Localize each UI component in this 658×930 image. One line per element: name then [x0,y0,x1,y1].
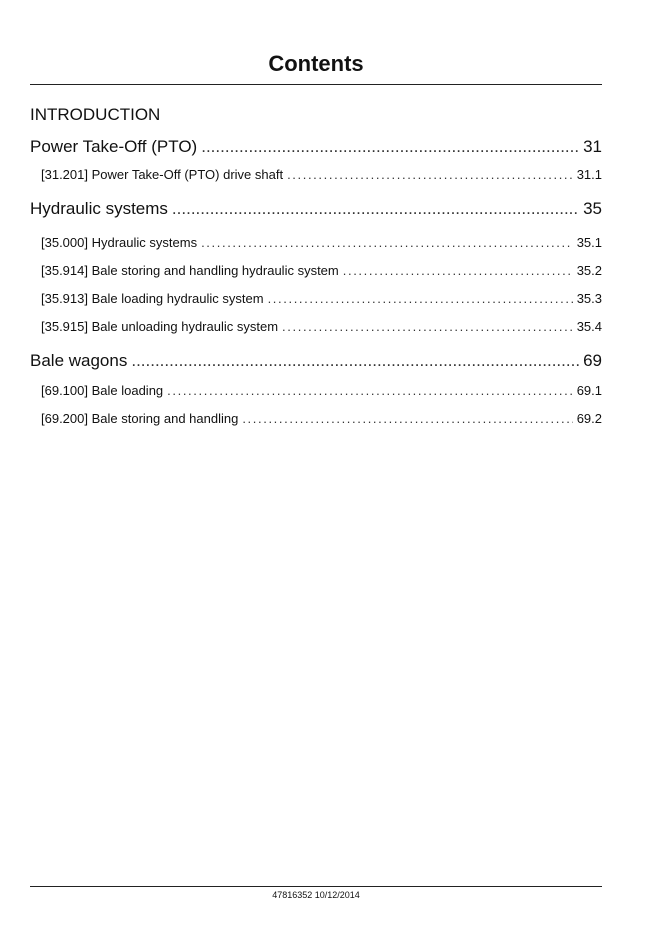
dot-leader [282,313,573,341]
toc-item-page: 35.1 [576,235,602,250]
toc-item-page: 35.2 [576,263,602,278]
toc-item-69-200[interactable] [30,405,602,433]
toc-item-page: 69.2 [576,411,602,426]
toc-item-page: 69.1 [576,383,602,398]
dot-leader [172,195,579,223]
toc-section-pto[interactable] [30,133,602,161]
footer-divider [30,886,602,887]
title-divider [30,84,602,85]
dot-leader [268,285,573,313]
toc-section-hydraulic-systems[interactable] [30,195,602,223]
toc-item-page: 35.4 [576,319,602,334]
toc-item-page: 31.1 [576,167,602,182]
toc-item-35-913[interactable] [30,285,602,313]
toc-item-label: [35.000] Hydraulic systems [41,235,198,250]
toc-item-35-914[interactable] [30,257,602,285]
toc-section-page: 69 [583,351,602,370]
toc-item-35-000[interactable] [30,229,602,257]
dot-leader [167,377,573,405]
toc-item-35-915[interactable] [30,313,602,341]
toc-section-page: 35 [583,199,602,218]
table-of-contents [30,133,602,433]
page-title: Contents [268,51,364,76]
toc-section-label: Bale wagons [30,351,128,370]
footer-document-id: 47816352 10/12/2014 [272,890,360,900]
dot-leader [201,133,579,161]
toc-item-label: [35.915] Bale unloading hydraulic system [41,319,279,334]
toc-item-label: [35.914] Bale storing and handling hydraulic system [41,263,339,278]
dot-leader [287,161,573,189]
toc-section-label: Power Take-Off (PTO) [30,137,198,156]
toc-item-label: [35.913] Bale loading hydraulic system [41,291,264,306]
dot-leader [242,405,572,433]
toc-section-label: Hydraulic systems [30,199,168,218]
toc-item-label: [31.201] Power Take-Off (PTO) drive shaft [41,167,284,182]
toc-item-69-100[interactable] [30,377,602,405]
toc-section-page: 31 [583,137,602,156]
toc-item-31-201[interactable] [30,161,602,189]
introduction-heading[interactable]: INTRODUCTION [30,105,161,124]
toc-item-label: [69.200] Bale storing and handling [41,411,239,426]
dot-leader [201,229,573,257]
toc-section-bale-wagons[interactable] [30,347,602,375]
toc-item-label: [69.100] Bale loading [41,383,164,398]
dot-leader [131,347,579,375]
toc-item-page: 35.3 [576,291,602,306]
dot-leader [343,257,573,285]
